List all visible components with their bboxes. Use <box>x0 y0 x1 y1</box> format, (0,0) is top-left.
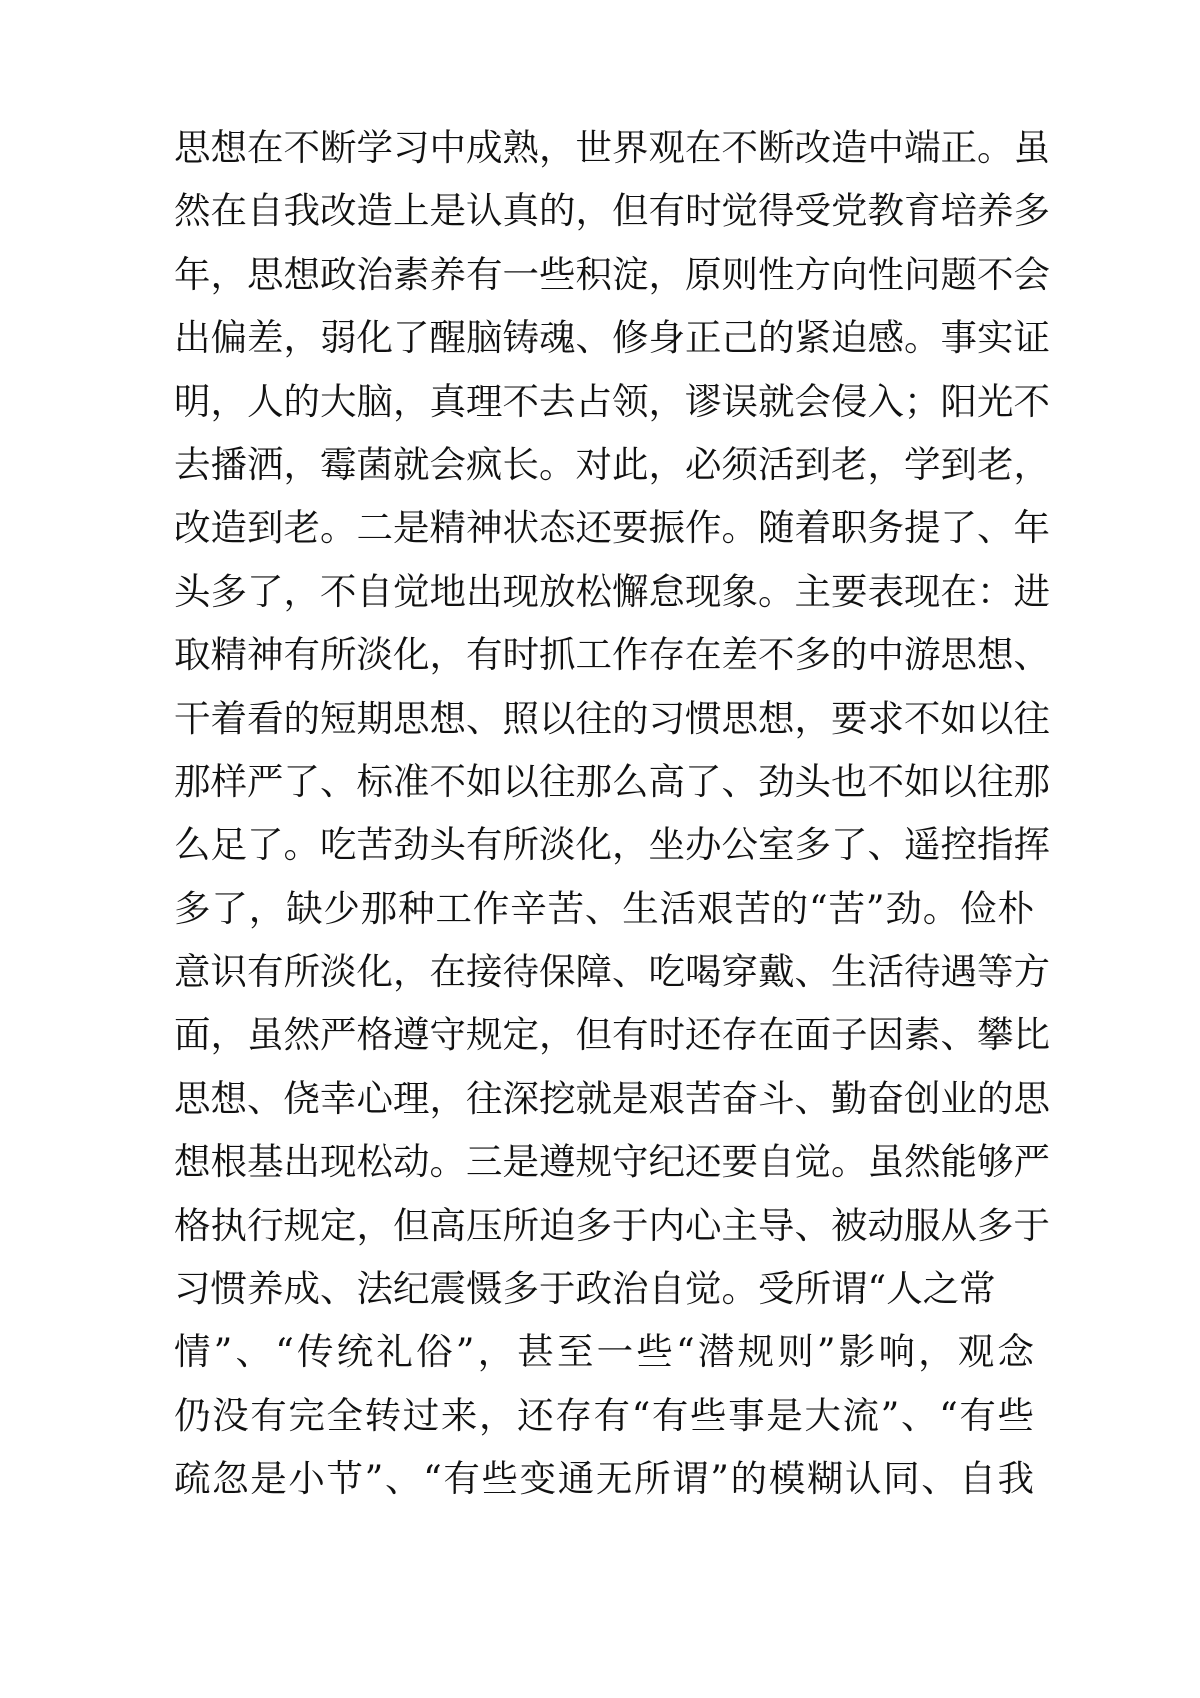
text-line: 去播洒，霉菌就会疯长。对此，必须活到老，学到老， <box>174 442 1050 486</box>
text-line: 干着看的短期思想、照以往的习惯思想，要求不如以往 <box>174 696 1050 740</box>
text-line: 取精神有所淡化，有时抓工作存在差不多的中游思想、 <box>174 633 1050 677</box>
text-line: 多了，缺少那种工作辛苦、生活艰苦的“苦”劲。俭朴 <box>174 886 1034 930</box>
text-line: 么足了。吃苦劲头有所淡化，坐办公室多了、遥控指挥 <box>174 823 1050 867</box>
text-line: 想根基出现松动。三是遵规守纪还要自觉。虽然能够严 <box>174 1140 1050 1184</box>
text-line: 意识有所淡化，在接待保障、吃喝穿戴、生活待遇等方 <box>174 950 1050 994</box>
text-line: 习惯养成、法纪震慑多于政治自觉。受所谓“人之常 <box>174 1267 996 1311</box>
text-line: 思想、侥幸心理，往深挖就是艰苦奋斗、勤奋创业的思 <box>174 1076 1050 1120</box>
text-line: 改造到老。二是精神状态还要振作。随着职务提了、年 <box>174 506 1050 550</box>
text-line: 那样严了、标准不如以往那么高了、劲头也不如以往那 <box>174 759 1050 803</box>
body-text <box>174 116 1050 1511</box>
text-line: 仍没有完全转过来，还存有“有些事是大流”、“有些 <box>174 1393 1034 1437</box>
text-line: 然在自我改造上是认真的，但有时觉得受党教育培养多 <box>174 189 1050 233</box>
text-line: 头多了，不自觉地出现放松懈怠现象。主要表现在：进 <box>174 569 1050 613</box>
text-line: 出偏差，弱化了醒脑铸魂、修身正己的紧迫感。事实证 <box>174 316 1050 360</box>
text-line: 情”、“传统礼俗”，甚至一些“潜规则”影响，观念 <box>174 1330 1034 1374</box>
text-line: 疏忽是小节”、“有些变通无所谓”的模糊认同、自我 <box>174 1457 1034 1501</box>
text-line: 格执行规定，但高压所迫多于内心主导、被动服从多于 <box>174 1203 1050 1247</box>
text-line: 面，虽然严格遵守规定，但有时还存在面子因素、攀比 <box>174 1013 1050 1057</box>
text-line: 明，人的大脑，真理不去占领，谬误就会侵入；阳光不 <box>174 379 1050 423</box>
text-line: 年，思想政治素养有一些积淀，原则性方向性问题不会 <box>174 252 1050 296</box>
text-line: 思想在不断学习中成熟，世界观在不断改造中端正。虽 <box>174 126 1050 169</box>
